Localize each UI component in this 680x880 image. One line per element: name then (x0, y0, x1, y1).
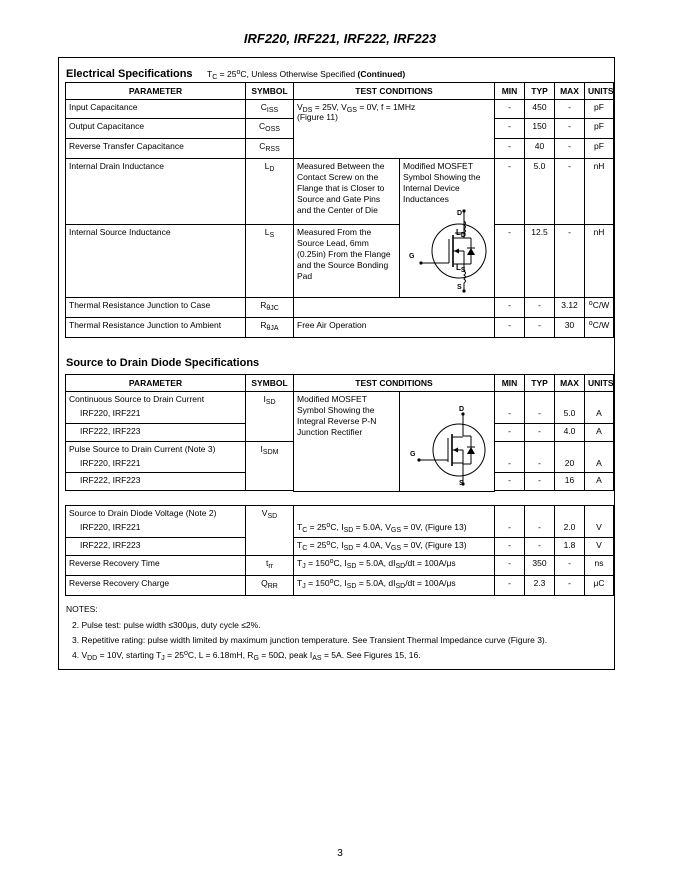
col-header-test-conditions: TEST CONDITIONS (294, 375, 495, 392)
row-symbol: $t_{rr}$ (246, 555, 294, 575)
table-header-row (66, 83, 614, 100)
row-typ: - (525, 520, 555, 537)
row-units: pF (585, 100, 614, 119)
table-row (66, 318, 614, 338)
row-min: - (495, 575, 525, 595)
col-header-symbol: SYMBOL (246, 375, 294, 392)
row-symbol: $R_{\theta JA}$ (246, 318, 294, 338)
row-symbol: $I_{SD}$ (246, 392, 294, 442)
row-parameter: Reverse Transfer Capacitance (66, 139, 246, 159)
symbol-label-ld: $L_D$ (456, 228, 466, 239)
row-typ: - (525, 537, 555, 555)
row-symbol: $Q_{RR}$ (246, 575, 294, 595)
col-header-units: UNITS (585, 375, 614, 392)
row-part-numbers: IRF220, IRF221 (66, 456, 246, 473)
row-symbol: $C_{OSS}$ (246, 119, 294, 139)
row-min: - (495, 100, 525, 119)
row-parameter: Thermal Resistance Junction to Case (66, 298, 246, 318)
row-units (585, 392, 614, 407)
row-typ: - (525, 298, 555, 318)
row-units: ns (585, 555, 614, 575)
row-units: A (585, 423, 614, 441)
row-units: pF (585, 139, 614, 159)
row-min: - (495, 456, 525, 473)
note-4: 4. $V_{DD} = 10V$, starting $T_J = 25^oC$, L = 6.18mH, $R_G = 50\Omega$, peak $I_{AS} = 5A$. See Figures 15, 16. (72, 650, 421, 662)
row-parameter: Internal Drain Inductance (66, 159, 246, 225)
row-units: $^o$C/W (585, 318, 614, 338)
row-parameter: Continuous Source to Drain Current (66, 392, 246, 407)
row-typ (525, 441, 555, 456)
diode-symbol-label-g: G (410, 451, 416, 458)
row-units: nH (585, 225, 614, 298)
row-symbol: $L_S$ (246, 225, 294, 298)
page-number: 3 (337, 848, 343, 859)
row-units: $^o$C/W (585, 298, 614, 318)
row-condition: $T_C = 25^oC$, $I_{SD} = 5.0A$, $V_{GS} = 0V$, (Figure 13) (294, 520, 495, 537)
mosfet-inductance-symbol-icon (403, 205, 495, 293)
row-min: - (495, 520, 525, 537)
row-max (555, 506, 585, 521)
row-part-numbers: IRF220, IRF221 (66, 520, 246, 537)
diode-symbol-label-s: S (459, 480, 464, 487)
row-typ: - (525, 473, 555, 491)
table-row (66, 298, 614, 318)
col-header-parameter: PARAMETER (66, 375, 246, 392)
col-header-typ: TYP (525, 83, 555, 100)
row-typ: 5.0 (525, 159, 555, 225)
col-header-min: MIN (495, 83, 525, 100)
table-row (66, 159, 614, 225)
diode-symbol-label-d: D (459, 406, 465, 413)
row-min: - (495, 423, 525, 441)
table-row (66, 575, 614, 595)
electrical-specs-title: Electrical Specifications (66, 68, 193, 80)
symbol-label-d: D (457, 210, 463, 217)
col-header-test-conditions: TEST CONDITIONS (294, 83, 495, 100)
row-min: - (495, 159, 525, 225)
source-inductance-condition: Measured From the Source Lead, 6mm (0.25in) From the Flange and the Source Bonding Pad (294, 225, 400, 298)
inductance-symbol-description: Modified MOSFET Symbol Showing the Internal Device Inductances (403, 161, 481, 204)
symbol-label-ls: $L_S$ (456, 263, 466, 274)
row-max: - (555, 119, 585, 139)
mosfet-diode-symbol-icon (403, 398, 499, 498)
row-min: - (495, 406, 525, 423)
row-min: - (495, 298, 525, 318)
document-header-title: IRF220, IRF221, IRF222, IRF223 (243, 31, 437, 46)
electrical-specs-condition: $T_C = 25^oC$, Unless Otherwise Specified (Continued) (207, 69, 406, 81)
row-units (585, 441, 614, 456)
row-typ: - (525, 423, 555, 441)
row-typ: 150 (525, 119, 555, 139)
row-parameter: Reverse Recovery Charge (66, 575, 246, 595)
row-max: - (555, 225, 585, 298)
diode-symbol-description: Modified MOSFET Symbol Showing the Integral Reverse P-N Junction Rectifier (294, 392, 400, 492)
row-condition: $T_C = 25^oC$, $I_{SD} = 4.0A$, $V_{GS} = 0V$, (Figure 13) (294, 537, 495, 555)
col-header-max: MAX (555, 83, 585, 100)
row-min: - (495, 473, 525, 491)
row-symbol: $L_D$ (246, 159, 294, 225)
table-row (66, 225, 614, 298)
row-min (495, 392, 525, 407)
col-header-symbol: SYMBOL (246, 83, 294, 100)
symbol-label-s: S (457, 284, 462, 291)
row-condition (294, 298, 495, 318)
row-max: 2.0 (555, 520, 585, 537)
row-parameter: Thermal Resistance Junction to Ambient (66, 318, 246, 338)
table-header-row (66, 375, 614, 392)
col-header-typ: TYP (525, 375, 555, 392)
row-min: - (495, 139, 525, 159)
row-typ: 450 (525, 100, 555, 119)
row-condition: $T_J = 150^oC$, $I_{SD} = 5.0A$, $dI_{SD}/dt = 100A/\mu s$ (294, 555, 495, 575)
row-max: 4.0 (555, 423, 585, 441)
row-min: - (495, 119, 525, 139)
row-units: A (585, 456, 614, 473)
drain-inductance-condition: Measured Between the Contact Screw on the Flange that is Closer to Source and Gate Pins and the Center of Die (294, 159, 400, 225)
row-min (495, 441, 525, 456)
row-symbol: $I_{SDM}$ (246, 441, 294, 491)
row-parameter: Internal Source Inductance (66, 225, 246, 298)
col-header-units: UNITS (585, 83, 614, 100)
row-units: A (585, 473, 614, 491)
row-part-numbers: IRF222, IRF223 (66, 423, 246, 441)
row-symbol: $R_{\theta JC}$ (246, 298, 294, 318)
row-typ: 12.5 (525, 225, 555, 298)
row-symbol: $C_{ISS}$ (246, 100, 294, 119)
row-condition (294, 506, 495, 521)
row-max: 5.0 (555, 406, 585, 423)
table-row (66, 392, 614, 407)
row-max (555, 441, 585, 456)
row-min (495, 506, 525, 521)
diode-specs-table-lower (65, 505, 614, 596)
row-max: - (555, 555, 585, 575)
row-symbol: $C_{RSS}$ (246, 139, 294, 159)
row-min: - (495, 555, 525, 575)
row-min: - (495, 225, 525, 298)
row-max: - (555, 139, 585, 159)
row-max: 16 (555, 473, 585, 491)
row-max: - (555, 575, 585, 595)
note-2: 2. Pulse test: pulse width ≤300μs, duty cycle ≤2%. (72, 620, 261, 630)
row-typ: - (525, 456, 555, 473)
table-row (66, 100, 614, 119)
row-units: V (585, 537, 614, 555)
row-max: 3.12 (555, 298, 585, 318)
col-header-min: MIN (495, 375, 525, 392)
electrical-specs-table (65, 82, 614, 338)
row-max: - (555, 159, 585, 225)
row-typ: - (525, 406, 555, 423)
row-max: - (555, 100, 585, 119)
row-typ: 350 (525, 555, 555, 575)
row-min: - (495, 537, 525, 555)
row-min: - (495, 318, 525, 338)
table-row (66, 506, 614, 521)
row-parameter: Output Capacitance (66, 119, 246, 139)
row-condition: Free Air Operation (294, 318, 495, 338)
capacitance-test-condition: $V_{DS} = 25V$, $V_{GS} = 0V$, f = 1MHz (Figure 11) (294, 100, 495, 159)
row-part-numbers: IRF222, IRF223 (66, 537, 246, 555)
row-typ: 40 (525, 139, 555, 159)
row-units: μC (585, 575, 614, 595)
row-units: A (585, 406, 614, 423)
electrical-specs-heading (66, 64, 405, 82)
table-row (66, 555, 614, 575)
row-typ (525, 392, 555, 407)
note-3: 3. Repetitive rating: pulse width limited by maximum junction temperature. See Transient Thermal Impedance curve (Figure 3). (72, 635, 548, 645)
row-typ: 2.3 (525, 575, 555, 595)
table-row (66, 537, 614, 555)
inductance-symbol-cell (400, 159, 495, 298)
notes-label: NOTES: (66, 604, 98, 614)
row-part-numbers: IRF222, IRF223 (66, 473, 246, 491)
row-units (585, 506, 614, 521)
row-max (555, 392, 585, 407)
row-parameter: Source to Drain Diode Voltage (Note 2) (66, 506, 246, 521)
row-units: V (585, 520, 614, 537)
row-max: 20 (555, 456, 585, 473)
row-units: nH (585, 159, 614, 225)
symbol-label-g: G (409, 253, 415, 260)
col-header-max: MAX (555, 375, 585, 392)
row-condition: $T_J = 150^oC$, $I_{SD} = 5.0A$, $dI_{SD}/dt = 100A/\mu s$ (294, 575, 495, 595)
row-max: 30 (555, 318, 585, 338)
row-parameter: Reverse Recovery Time (66, 555, 246, 575)
diode-specs-table (65, 374, 614, 492)
table-row (66, 520, 614, 537)
col-header-parameter: PARAMETER (66, 83, 246, 100)
row-parameter: Input Capacitance (66, 100, 246, 119)
diode-specs-title: Source to Drain Diode Specifications (66, 357, 260, 369)
row-typ (525, 506, 555, 521)
row-part-numbers: IRF220, IRF221 (66, 406, 246, 423)
row-parameter: Pulse Source to Drain Current (Note 3) (66, 441, 246, 456)
row-symbol: $V_{SD}$ (246, 506, 294, 556)
row-typ: - (525, 318, 555, 338)
row-units: pF (585, 119, 614, 139)
row-max: 1.8 (555, 537, 585, 555)
